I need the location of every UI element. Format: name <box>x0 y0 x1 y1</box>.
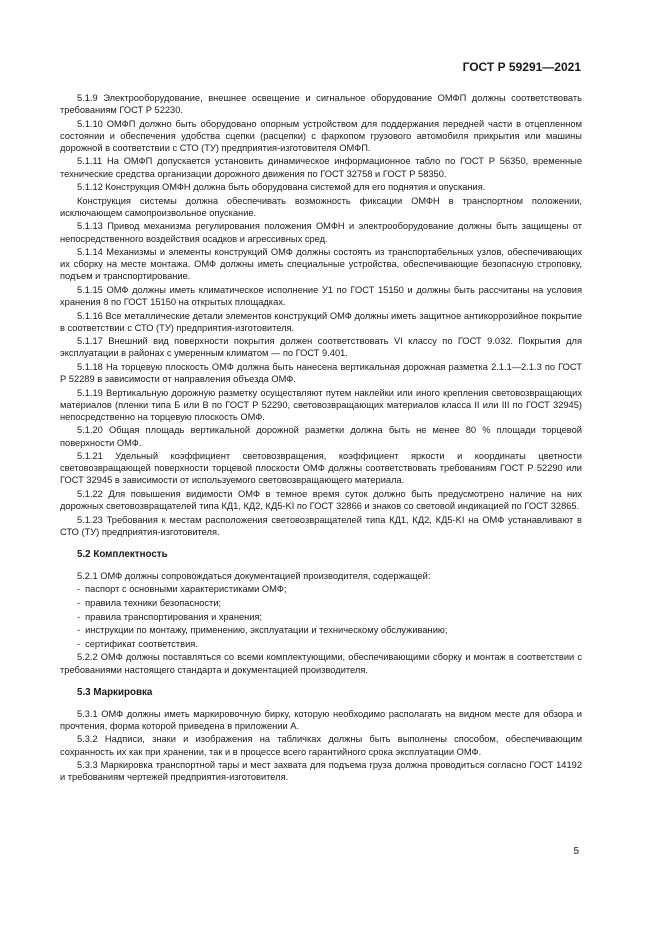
paragraph-5-2-1: 5.2.1 ОМФ должны сопровождаться документацией производителя, содержащей: <box>77 570 431 581</box>
section-heading-5-3: 5.3 Маркировка <box>77 686 153 698</box>
paragraph-5-1-20: 5.1.20 Общая площадь вертикальной дорожной разметки должна быть не менее 80 % площади торцевой поверхности ОМФ. <box>60 425 582 448</box>
list-item: - паспорт с основными характеристиками ОМФ; <box>77 584 287 595</box>
list-item: - правила техники безопасности; <box>77 598 222 609</box>
paragraph-5-1-14: 5.1.14 Механизмы и элементы конструкций ОМФ должны состоять из транспортабельных узлов, обеспечивающих их сборку на месте монтажа. ОМФ должны иметь специальные устройства, обеспечивающие безопасную строповку, подъем и транспортирование. <box>60 247 582 282</box>
paragraph-5-1-18: 5.1.18 На торцевую плоскость ОМФ должна быть нанесена вертикальная дорожная разметка 2.1.1—2.1.3 по ГОСТ Р 52289 в зависимости от направления объезда ОМФ. <box>60 361 582 385</box>
paragraph-5-1-17: 5.1.17 Внешний вид поверхности покрытия должен соответствовать VI классу по ГОСТ 9.032. Покрытия для эксплуатации в районах с умеренным климатом — по ГОСТ 9.401. <box>60 336 582 359</box>
paragraph-5-1-22: 5.1.22 Для повышения видимости ОМФ в темное время суток должно быть предусмотрено наличие на них дорожных световозвращателей типа КД1, КД2, КД5-KI по ГОСТ 32866 и знаков со световой индикацией по ГОСТ 32865. <box>60 488 582 511</box>
paragraph-5-1-21: 5.1.21 Удельный коэффициент световозвращения, коэффициент яркости и координаты цветности световозвращающей поверхности торцевой плоскости ОМФ должны соответствовать требованиям ГОСТ Р 52290 или ГОСТ 32945 в зависимости от используемого световозвращающего материала. <box>60 451 582 486</box>
page-number: 5 <box>573 846 579 857</box>
paragraph-5-1-10: 5.1.10 ОМФП должно быть оборудовано опорным устройством для поддержания передней части в отцепленном состоянии и обеспечения удобства сцепки (расцепки) с фаркопом грузового автомобиля прикрытия или машины дорожной в соответствии с СТО (ТУ) предприятия-изготовителя ОМФП. <box>60 118 582 153</box>
paragraph-5-3-2: 5.3.2 Надписи, знаки и изображения на табличках должны быть выполнены способом, обеспечивающим сохранность их как при хранении, так и в процессе всего гарантийного срока эксплуатации ОМФ. <box>60 734 582 757</box>
paragraph-5-1-12-cont: Конструкция системы должна обеспечивать возможность фиксации ОМФН в транспортном положении, исключающем самопроизвольное опускание. <box>60 195 582 218</box>
list-item: - инструкции по монтажу, применению, эксплуатации и техническому обслуживанию; <box>77 625 448 636</box>
paragraph-5-1-19: 5.1.19 Вертикальную дорожную разметку осуществляют путем наклейки или иного крепления световозвращающих материалов (пленки типа Б или В по ГОСТ Р 52290, световозвращающих материалов класса II или III по ГОСТ 32945) непосредственно на торцевую плоскость ОМФ. <box>60 387 582 422</box>
paragraph-5-3-3: 5.3.3 Маркировка транспортной тары и мест захвата для подъема груза должна проводиться согласно ГОСТ 14192 и требованиям чертежей предприятия-изготовителя. <box>60 760 582 783</box>
paragraph-5-1-16: 5.1.16 Все металлические детали элементов конструкций ОМФ должны иметь защитное антикоррозийное покрытие в соответствии с СТО (ТУ) предприятия-изготовителя. <box>60 310 582 333</box>
paragraph-5-1-15: 5.1.15 ОМФ должны иметь климатическое исполнение У1 по ГОСТ 15150 и должны быть рассчитаны на условия хранения 8 по ГОСТ 15150 на открытых площадках. <box>60 284 582 307</box>
paragraph-5-1-12: 5.1.12 Конструкция ОМФН должна быть оборудована системой для его поднятия и опускания. <box>77 182 486 193</box>
paragraph-5-3-1: 5.3.1 ОМФ должны иметь маркировочную бирку, которую необходимо располагать на видном месте для обзора и прочтения, форма которой приведена в приложении А. <box>60 708 582 731</box>
paragraph-5-1-13: 5.1.13 Привод механизма регулирования положения ОМФН и электрооборудование должны быть защищены от непосредственного воздействия осадков и агрессивных сред. <box>60 221 582 244</box>
paragraph-5-1-23: 5.1.23 Требования к местам расположения световозвращателей типа КД1, КД2, КД5-KI на ОМФ устанавливают в СТО (ТУ) предприятия-изготовителя. <box>60 514 582 537</box>
section-heading-5-2: 5.2 Комплектность <box>77 548 168 560</box>
list-item: - правила транспортирования и хранения; <box>77 611 263 622</box>
list-item: - сертификат соответствия. <box>77 638 198 649</box>
paragraph-5-1-11: 5.1.11 На ОМФП допускается установить динамическое информационное табло по ГОСТ Р 56350, временные технические средства организации дорожного движения по ГОСТ 32758 и ГОСТ Р 58350. <box>60 156 582 179</box>
paragraph-5-2-2: 5.2.2 ОМФ должны поставляться со всеми комплектующими, обеспечивающими сборку и монтаж в соответствии с требованиями настоящего стандарта и документацией производителя. <box>60 652 582 675</box>
document-header: ГОСТ Р 59291—2021 <box>462 60 581 74</box>
paragraph-5-1-9: 5.1.9 Электрооборудование, внешнее освещение и сигнальное оборудование ОМФП должны соответствовать требованиям ГОСТ Р 52230. <box>60 93 582 116</box>
page-content <box>60 92 582 785</box>
